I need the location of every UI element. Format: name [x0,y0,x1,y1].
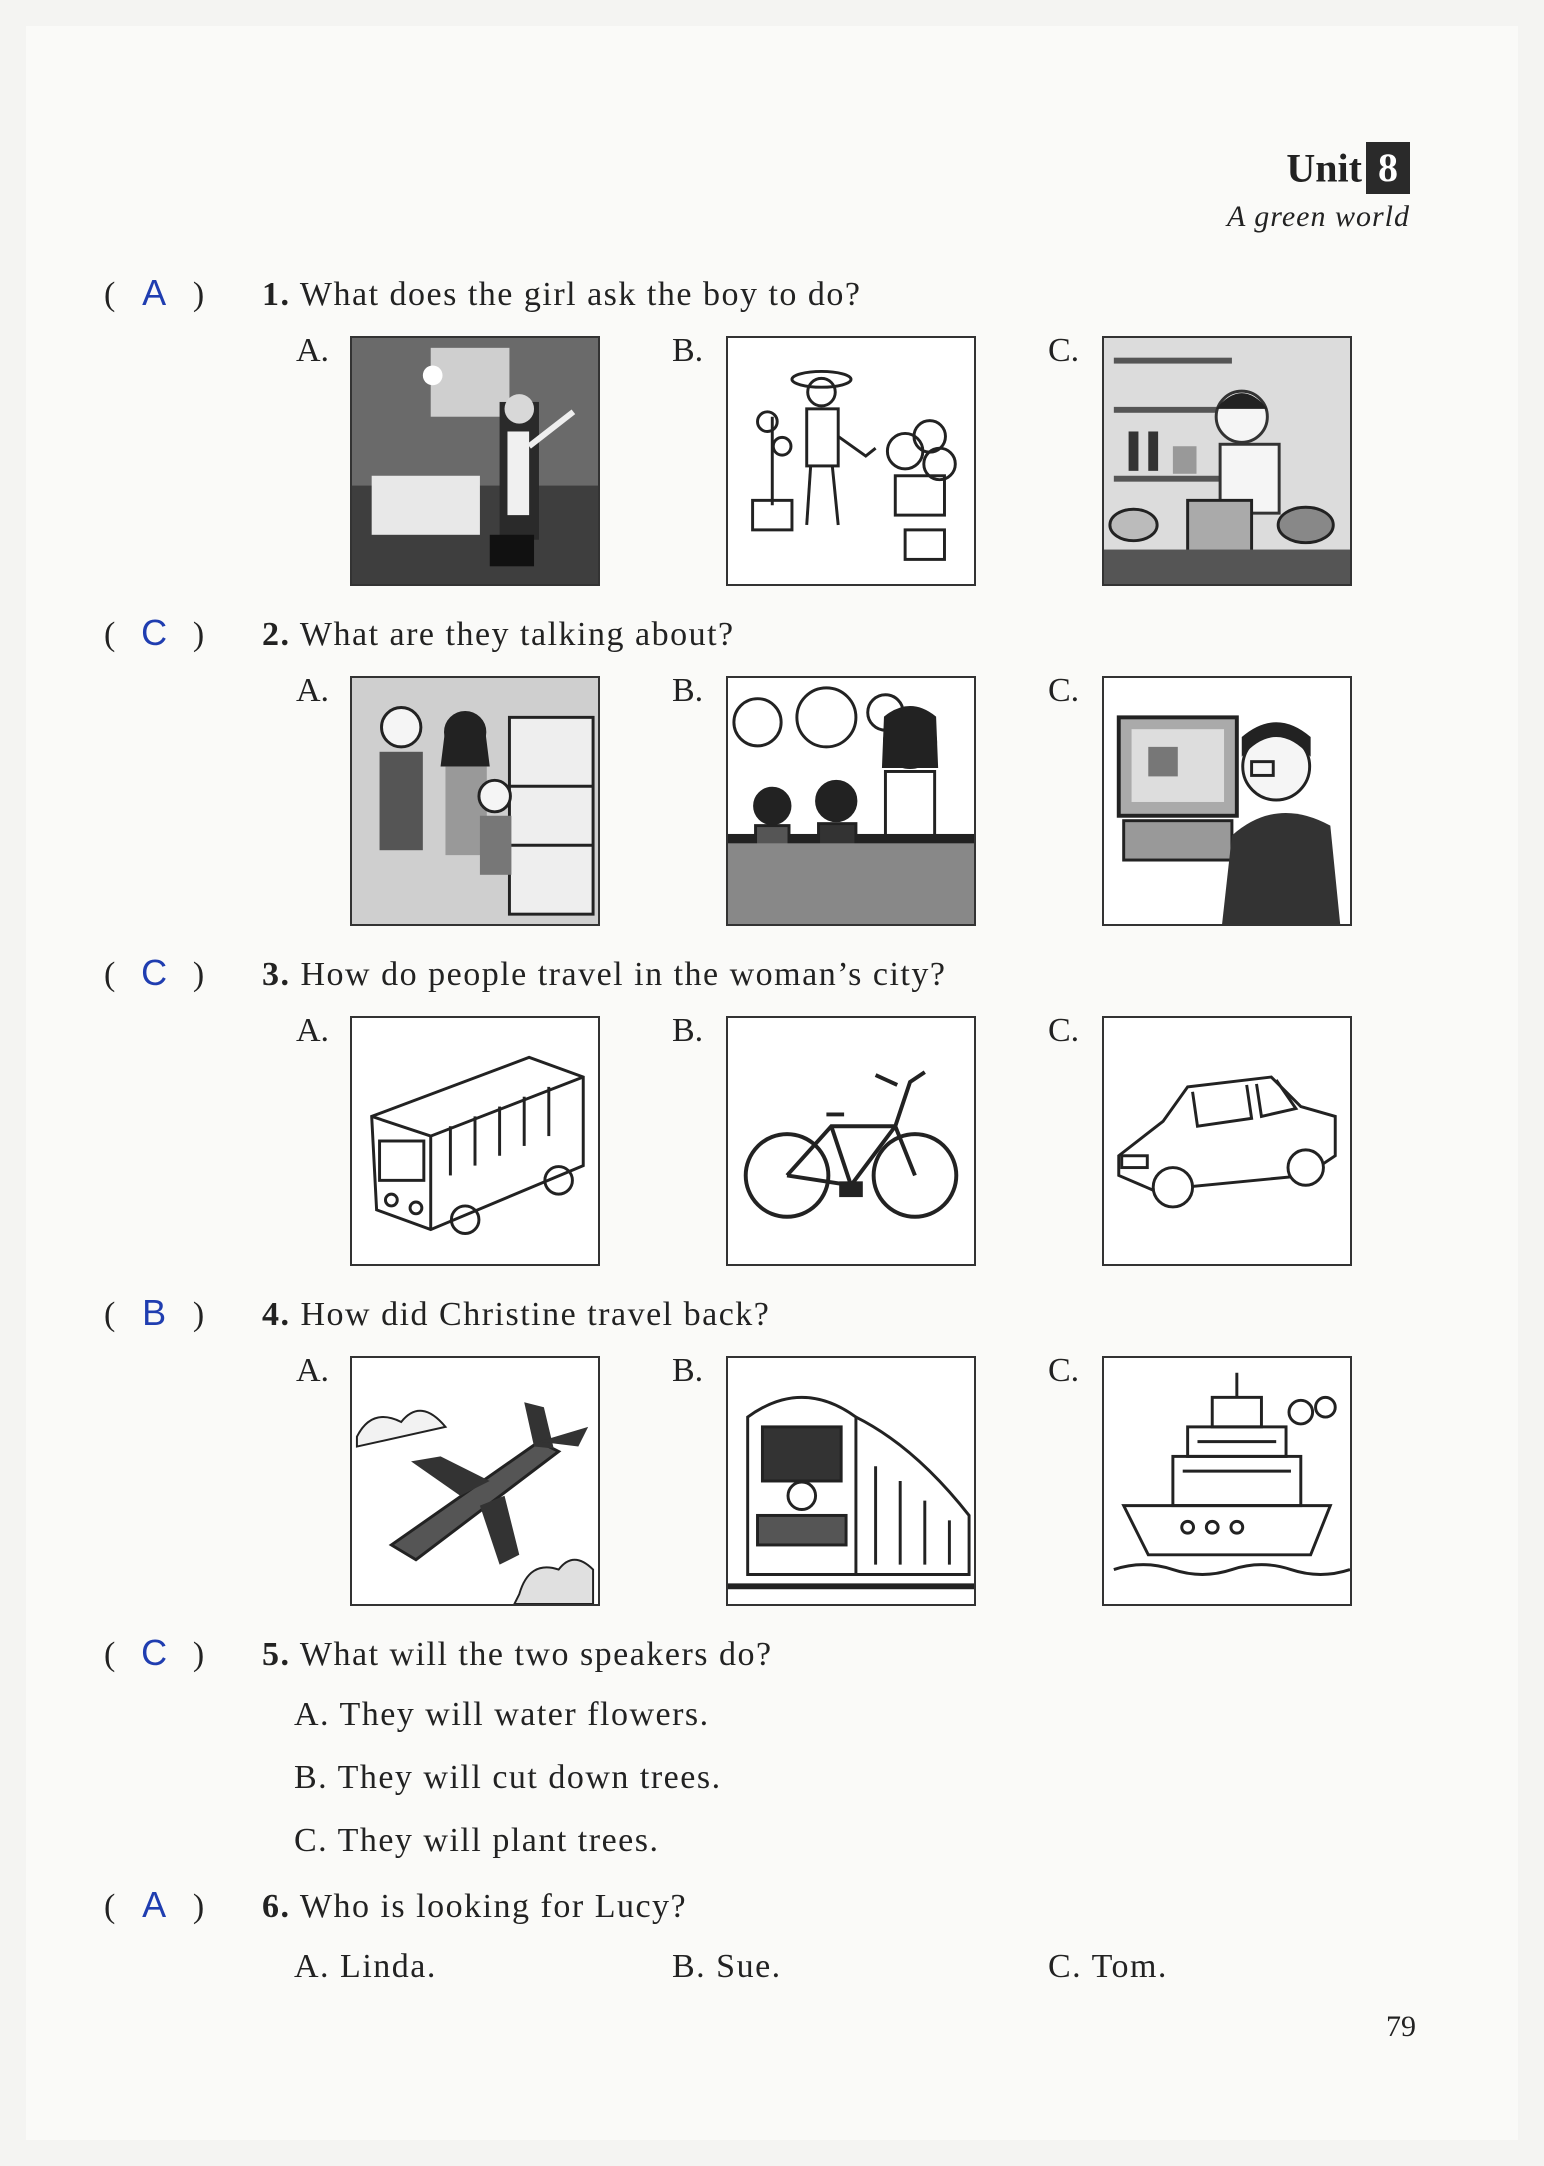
answer-letter: A [142,272,168,313]
unit-subtitle: A green world [1227,200,1410,233]
answer-letter: C [141,952,169,993]
answer-letter: C [141,612,169,653]
question-text: How did Christine travel back? [300,1296,771,1333]
option-label: B. [672,1352,704,1389]
car-picture [1102,1016,1352,1266]
option-label: C. [1048,1012,1080,1049]
option-label: A. [296,1012,330,1049]
option-label: B. [672,672,704,709]
option-text: B. Sue. [672,1948,782,1985]
question-text: What does the girl ask the boy to do? [299,276,862,313]
unit-number-badge: 8 [1366,142,1410,194]
option-text: A. They will water flowers. [294,1696,710,1733]
option-text: A. Linda. [294,1948,437,1985]
unit-word: Unit [1286,145,1362,191]
question-6 [104,1884,687,1926]
answer-bracket: ( A ) [104,1884,206,1925]
option-label: B. [672,1012,704,1049]
question-number: 2. [262,616,291,653]
food-talk-picture [726,676,976,926]
airplane-picture [350,1356,600,1606]
bicycle-picture [726,1016,976,1266]
unit-header [1286,142,1410,194]
question-number: 5. [262,1636,291,1673]
option-label: C. [1048,332,1080,369]
question-number: 4. [262,1296,291,1333]
computer-user-picture [1102,676,1352,926]
question-3 [104,952,946,994]
question-4 [104,1292,770,1334]
question-1 [104,272,862,314]
answer-bracket: ( C ) [104,1632,206,1673]
question-number: 1. [262,276,291,313]
option-label: A. [296,1352,330,1389]
option-label: C. [1048,672,1080,709]
option-label: B. [672,332,704,369]
question-text: What are they talking about? [299,616,735,653]
question-text: How do people travel in the woman’s city? [300,956,947,993]
answer-letter: B [142,1292,168,1333]
option-text: B. They will cut down trees. [294,1759,722,1796]
option-text: C. They will plant trees. [294,1822,660,1859]
answer-bracket: ( C ) [104,952,206,993]
question-number: 6. [262,1888,291,1925]
turn-off-light-picture [350,336,600,586]
option-text: C. Tom. [1048,1948,1168,1985]
question-5 [104,1632,773,1674]
family-shopping-picture [350,676,600,926]
option-label: A. [296,332,330,369]
answer-letter: C [141,1632,169,1673]
answer-bracket: ( C ) [104,612,206,653]
question-text: What will the two speakers do? [299,1636,773,1673]
option-label: C. [1048,1352,1080,1389]
answer-bracket: ( A ) [104,272,206,313]
page-number: 79 [1386,2010,1416,2043]
cooking-picture [1102,336,1352,586]
bus-picture [350,1016,600,1266]
train-picture [726,1356,976,1606]
ship-picture [1102,1356,1352,1606]
question-text: Who is looking for Lucy? [299,1888,688,1925]
question-2 [104,612,735,654]
answer-letter: A [142,1884,168,1925]
answer-bracket: ( B ) [104,1292,206,1333]
question-number: 3. [262,956,291,993]
option-label: A. [296,672,330,709]
watering-flowers-picture [726,336,976,586]
